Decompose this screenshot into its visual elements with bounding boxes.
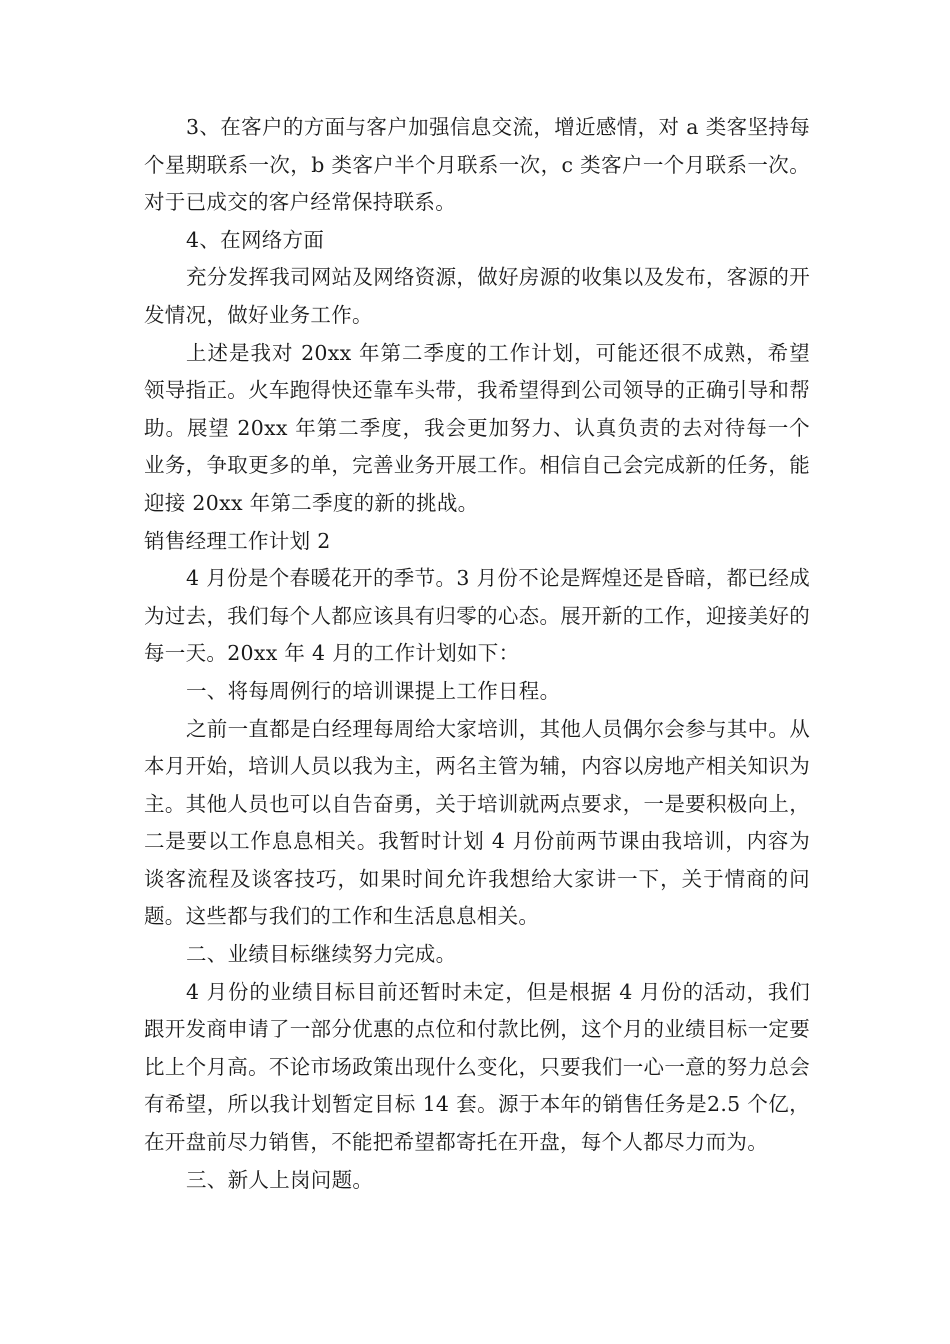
paragraph-target-plan: 4 月份的业绩目标目前还暂时未定，但是根据 4 月份的活动，我们跟开发商申请了一部分优惠的点位和付款比例，这个月的业绩目标一定要比上个月高。不论市场政策出现什么变化，只要我们一心一意的努力总会有希望，所以我计划暂定目标 14 套。源于本年的销售任务是2.5 个亿，在开盘前尽力销售，不能把希望都寄托在开盘，每个人都尽力而为。: [144, 979, 810, 1155]
section-title: 销售经理工作计划 2: [144, 528, 331, 553]
document-body: [144, 109, 810, 1199]
paragraph-client-contact: 3、在客户的方面与客户加强信息交流，增近感情，对 a 类客坚持每个星期联系一次，b 类客户半个月联系一次，c 类客户一个月联系一次。对于已成交的客户经常保持联系。: [144, 115, 810, 215]
paragraph-q2-summary: 上述是我对 20xx 年第二季度的工作计划，可能还很不成熟，希望领导指正。火车跑得快还靠车头带，我希望得到公司领导的正确引导和帮助。展望 20xx 年第二季度，我会更加努力、认真负责的去对待每一个业务，争取更多的单，完善业务开展工作。相信自己会完成新的任务，能迎接 20xx 年第二季度的新的挑战。: [144, 340, 810, 515]
paragraph-april-intro: 4 月份是个春暖花开的季节。3 月份不论是辉煌还是昏暗，都已经成为过去，我们每个人都应该具有归零的心态。展开新的工作，迎接美好的每一天。20xx 年 4 月的工作计划如下：: [144, 566, 810, 666]
paragraph-training-plan: 之前一直都是白经理每周给大家培训，其他人员偶尔会参与其中。从本月开始，培训人员以我为主，两名主管为辅，内容以房地产相关知识为主。其他人员也可以自告奋勇，关于培训就两点要求，一是要积极向上，二是要以工作息息相关。我暂时计划 4 月份前两节课由我培训，内容为谈客流程及谈客技巧，如果时间允许我想给大家讲一下，关于情商的问题。这些都与我们的工作和生活息息相关。: [144, 716, 810, 929]
paragraph-network-resources: 充分发挥我司网站及网络资源，做好房源的收集以及发布，客源的开发情况，做好业务工作。: [144, 265, 810, 327]
paragraph-network-heading: 4、在网络方面: [186, 227, 325, 252]
paragraph-training-heading: 一、将每周例行的培训课提上工作日程。: [186, 678, 561, 703]
paragraph-target-heading: 二、业绩目标继续努力完成。: [186, 942, 457, 967]
paragraph-newcomer-heading: 三、新人上岗问题。: [186, 1167, 374, 1192]
